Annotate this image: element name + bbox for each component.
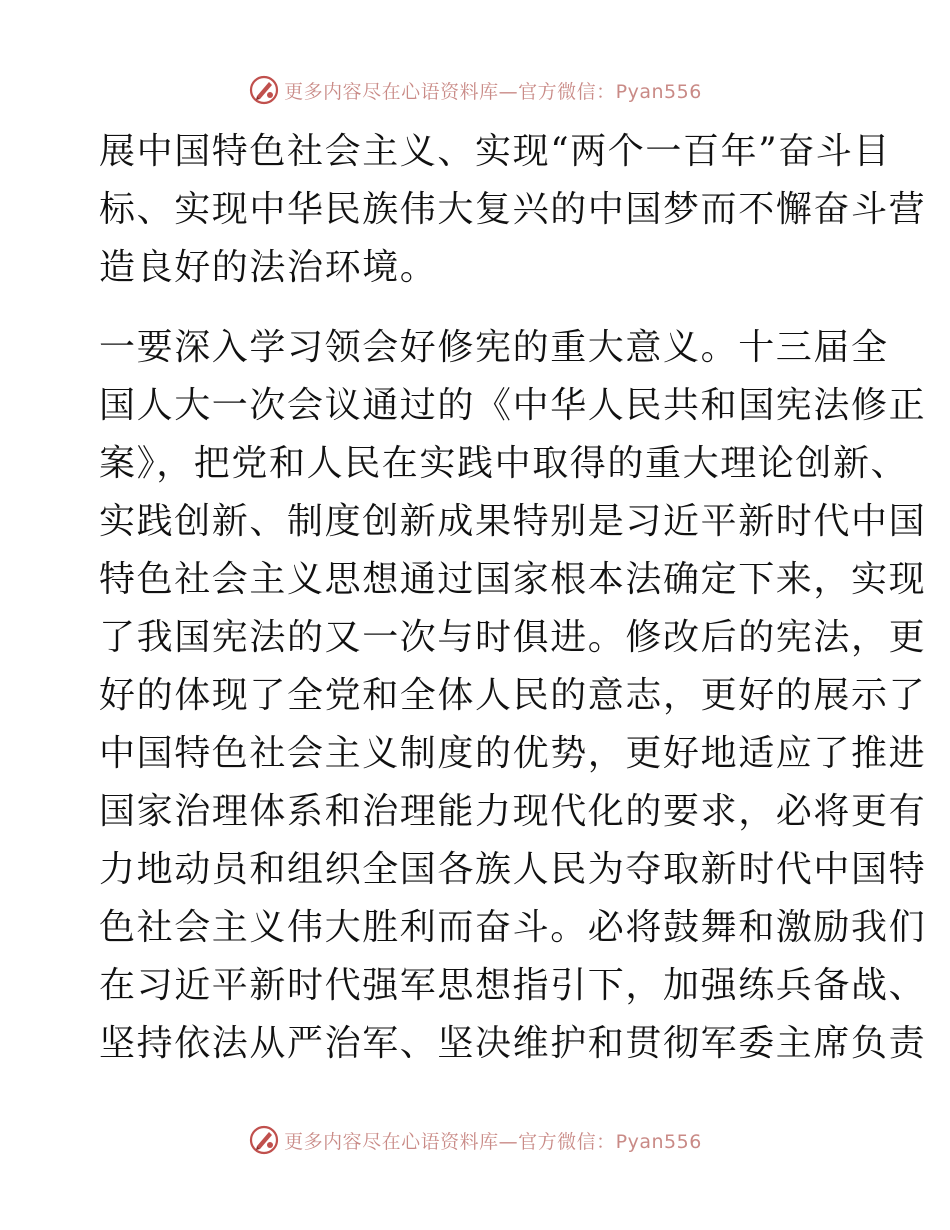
text-line: 特色社会主义思想通过国家根本法确定下来，实现	[99, 559, 927, 600]
document-body	[99, 123, 927, 1073]
footer-text: 更多内容尽在心语资料库—官方微信：Pyan556	[284, 1130, 702, 1153]
pen-seal-icon	[248, 1124, 280, 1156]
header-text: 更多内容尽在心语资料库—官方微信：Pyan556	[284, 80, 702, 103]
paragraph	[99, 123, 927, 297]
paragraph	[99, 319, 927, 1073]
text-line: 案》，把党和人民在实践中取得的重大理论创新、	[99, 443, 909, 484]
footer-banner	[0, 1122, 950, 1158]
text-line: 展中国特色社会主义、实现“两个一百年”奋斗目	[99, 131, 892, 172]
text-line: 国人大一次会议通过的《中华人民共和国宪法修正	[99, 385, 927, 426]
text-line: 好的体现了全党和全体人民的意志，更好的展示了	[99, 675, 927, 716]
text-line: 标、实现中华民族伟大复兴的中国梦而不懈奋斗营	[99, 189, 927, 230]
text-line: 了我国宪法的又一次与时俱进。修改后的宪法，更	[99, 617, 927, 658]
text-line: 中国特色社会主义制度的优势，更好地适应了推进	[99, 733, 927, 774]
pen-seal-icon	[248, 74, 280, 106]
text-line: 在习近平新时代强军思想指引下，加强练兵备战、	[99, 965, 927, 1006]
text-line: 一要深入学习领会好修宪的重大意义。十三届全	[99, 327, 889, 368]
text-line: 色社会主义伟大胜利而奋斗。必将鼓舞和激励我们	[99, 907, 927, 948]
header-banner	[0, 72, 950, 108]
text-line: 国家治理体系和治理能力现代化的要求，必将更有	[99, 791, 927, 832]
text-line: 实践创新、制度创新成果特别是习近平新时代中国	[99, 501, 927, 542]
text-line: 坚持依法从严治军、坚决维护和贯彻军委主席负责	[99, 1023, 927, 1064]
text-line: 造良好的法治环境。	[99, 247, 438, 288]
text-line: 力地动员和组织全国各族人民为夺取新时代中国特	[99, 849, 927, 890]
